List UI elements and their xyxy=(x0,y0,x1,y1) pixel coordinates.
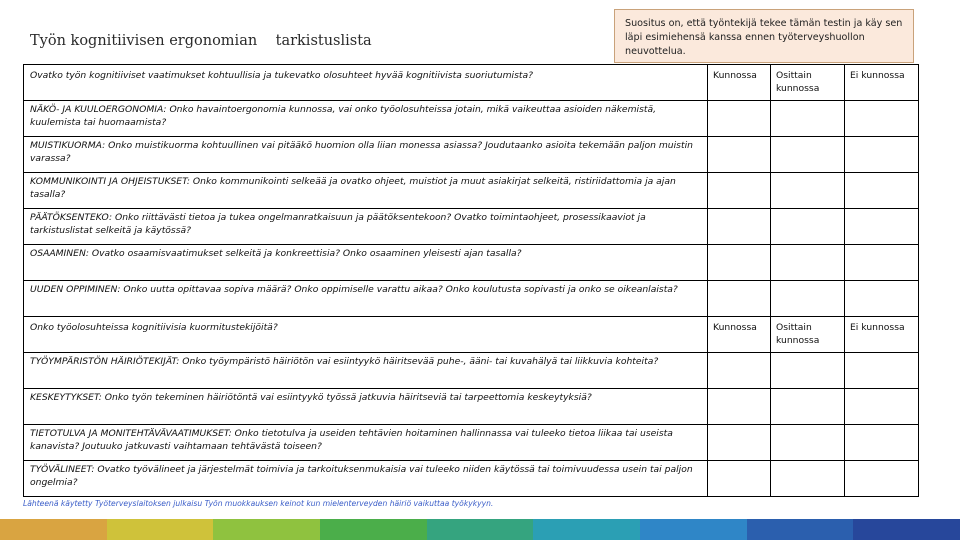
page-title: Työn kognitiivisen ergonomian tarkistuslista xyxy=(30,33,372,49)
decorative-color-bar xyxy=(0,519,960,540)
table-row xyxy=(24,353,919,389)
table-row xyxy=(24,425,919,461)
answer-not-ok-cell[interactable] xyxy=(845,353,919,389)
answer-ok-cell[interactable] xyxy=(708,425,771,461)
source-note: Lähteenä käytetty Työterveyslaitoksen julkaisu Työn muokkauksen keinot kun mielenterveyden häiriö vaikuttaa työkykyyn. xyxy=(23,499,494,508)
checklist-item: PÄÄTÖKSENTEKO: Onko riittävästi tietoa ja tukea ongelmanratkaisuun ja päätöksentekoon? Ovatko toimintaohjeet, prosessikaaviot ja tarkistuslistat selkeitä ja käytössä? xyxy=(24,209,708,245)
section-header-row xyxy=(24,317,919,353)
color-bar-segment xyxy=(747,519,854,540)
checklist-item: TIETOTULVA JA MONITEHTÄVÄVAATIMUKSET: Onko tietotulva ja useiden tehtävien hoitaminen hallinnassa vai tuleeko tietoa liikaa tai useista kanavista? Joutuuko jatkuvasti vaihtamaan tehtävästä toiseen? xyxy=(24,425,708,461)
answer-not-ok-cell[interactable] xyxy=(845,425,919,461)
answer-ok-cell[interactable] xyxy=(708,137,771,173)
answer-not-ok-cell[interactable] xyxy=(845,281,919,317)
option-ok-label: Kunnossa xyxy=(708,65,771,101)
answer-ok-cell[interactable] xyxy=(708,173,771,209)
table-row xyxy=(24,137,919,173)
answer-ok-cell[interactable] xyxy=(708,245,771,281)
table-row xyxy=(24,173,919,209)
checklist-item: UUDEN OPPIMINEN: Onko uutta opittavaa sopiva määrä? Onko oppimiselle varattu aikaa? Onko koulutusta sopivasti ja onko se oikeanlaista? xyxy=(24,281,708,317)
answer-not-ok-cell[interactable] xyxy=(845,137,919,173)
table-row xyxy=(24,209,919,245)
checklist-table xyxy=(23,64,919,497)
answer-partial-cell[interactable] xyxy=(771,245,845,281)
table-row xyxy=(24,461,919,497)
answer-ok-cell[interactable] xyxy=(708,101,771,137)
option-partial-label: Osittain kunnossa xyxy=(771,65,845,101)
color-bar-segment xyxy=(853,519,960,540)
answer-not-ok-cell[interactable] xyxy=(845,209,919,245)
color-bar-segment xyxy=(107,519,214,540)
color-bar-segment xyxy=(533,519,640,540)
checklist-item: MUISTIKUORMA: Onko muistikuorma kohtuullinen vai pitääkö huomion olla liian monessa asiassa? Joudutaanko asioita tekemään paljon muistin varassa? xyxy=(24,137,708,173)
table-row xyxy=(24,245,919,281)
checklist-item: TYÖVÄLINEET: Ovatko työvälineet ja järjestelmät toimivia ja tarkoituksenmukaisia vai tuleeko niiden käytössä tai toimivuudessa usein tai paljon ongelmia? xyxy=(24,461,708,497)
answer-not-ok-cell[interactable] xyxy=(845,173,919,209)
answer-partial-cell[interactable] xyxy=(771,461,845,497)
section1-heading: Ovatko työn kognitiiviset vaatimukset kohtuullisia ja tukevatko olosuhteet hyvää kognitiivista suoriutumista? xyxy=(24,65,708,101)
answer-ok-cell[interactable] xyxy=(708,389,771,425)
option-partial-label: Osittain kunnossa xyxy=(771,317,845,353)
table-row xyxy=(24,281,919,317)
answer-partial-cell[interactable] xyxy=(771,425,845,461)
section-header-row xyxy=(24,65,919,101)
color-bar-segment xyxy=(213,519,320,540)
color-bar-segment xyxy=(640,519,747,540)
table-row xyxy=(24,389,919,425)
recommendation-note: Suositus on, että työntekijä tekee tämän testin ja käy sen läpi esimiehensä kanssa ennen työterveyshuollon neuvottelua. xyxy=(614,9,914,63)
option-not-ok-label: Ei kunnossa xyxy=(845,65,919,101)
answer-ok-cell[interactable] xyxy=(708,209,771,245)
answer-not-ok-cell[interactable] xyxy=(845,245,919,281)
answer-partial-cell[interactable] xyxy=(771,353,845,389)
answer-not-ok-cell[interactable] xyxy=(845,389,919,425)
option-not-ok-label: Ei kunnossa xyxy=(845,317,919,353)
answer-ok-cell[interactable] xyxy=(708,461,771,497)
color-bar-segment xyxy=(320,519,427,540)
checklist-item: KESKEYTYKSET: Onko työn tekeminen häiriötöntä vai esiintyykö työssä jatkuvia häiritseviä tai tarpeettomia keskeytyksiä? xyxy=(24,389,708,425)
answer-not-ok-cell[interactable] xyxy=(845,101,919,137)
answer-partial-cell[interactable] xyxy=(771,389,845,425)
color-bar-segment xyxy=(427,519,534,540)
checklist-item: KOMMUNIKOINTI JA OHJEISTUKSET: Onko kommunikointi selkeää ja ovatko ohjeet, muistiot ja muut asiakirjat selkeitä, ristiriidattomia ja ajan tasalla? xyxy=(24,173,708,209)
answer-partial-cell[interactable] xyxy=(771,281,845,317)
section2-heading: Onko työolosuhteissa kognitiivisia kuormitustekijöitä? xyxy=(24,317,708,353)
color-bar-segment xyxy=(0,519,107,540)
table-row xyxy=(24,101,919,137)
answer-partial-cell[interactable] xyxy=(771,209,845,245)
answer-partial-cell[interactable] xyxy=(771,173,845,209)
checklist-item: OSAAMINEN: Ovatko osaamisvaatimukset selkeitä ja konkreettisia? Onko osaaminen yleisesti ajan tasalla? xyxy=(24,245,708,281)
answer-partial-cell[interactable] xyxy=(771,137,845,173)
option-ok-label: Kunnossa xyxy=(708,317,771,353)
checklist-item: TYÖYMPÄRISTÖN HÄIRIÖTEKIJÄT: Onko työympäristö häiriötön vai esiintyykö häiritsevää puhe-, ääni- tai kuvahälyä tai liikkuvia kohteita? xyxy=(24,353,708,389)
answer-ok-cell[interactable] xyxy=(708,353,771,389)
checklist-item: NÄKÖ- JA KUULOERGONOMIA: Onko havaintoergonomia kunnossa, vai onko työolosuhteissa jotain, mikä vaikeuttaa asioiden näkemistä, kuulemista tai huomaamista? xyxy=(24,101,708,137)
answer-partial-cell[interactable] xyxy=(771,101,845,137)
answer-ok-cell[interactable] xyxy=(708,281,771,317)
answer-not-ok-cell[interactable] xyxy=(845,461,919,497)
